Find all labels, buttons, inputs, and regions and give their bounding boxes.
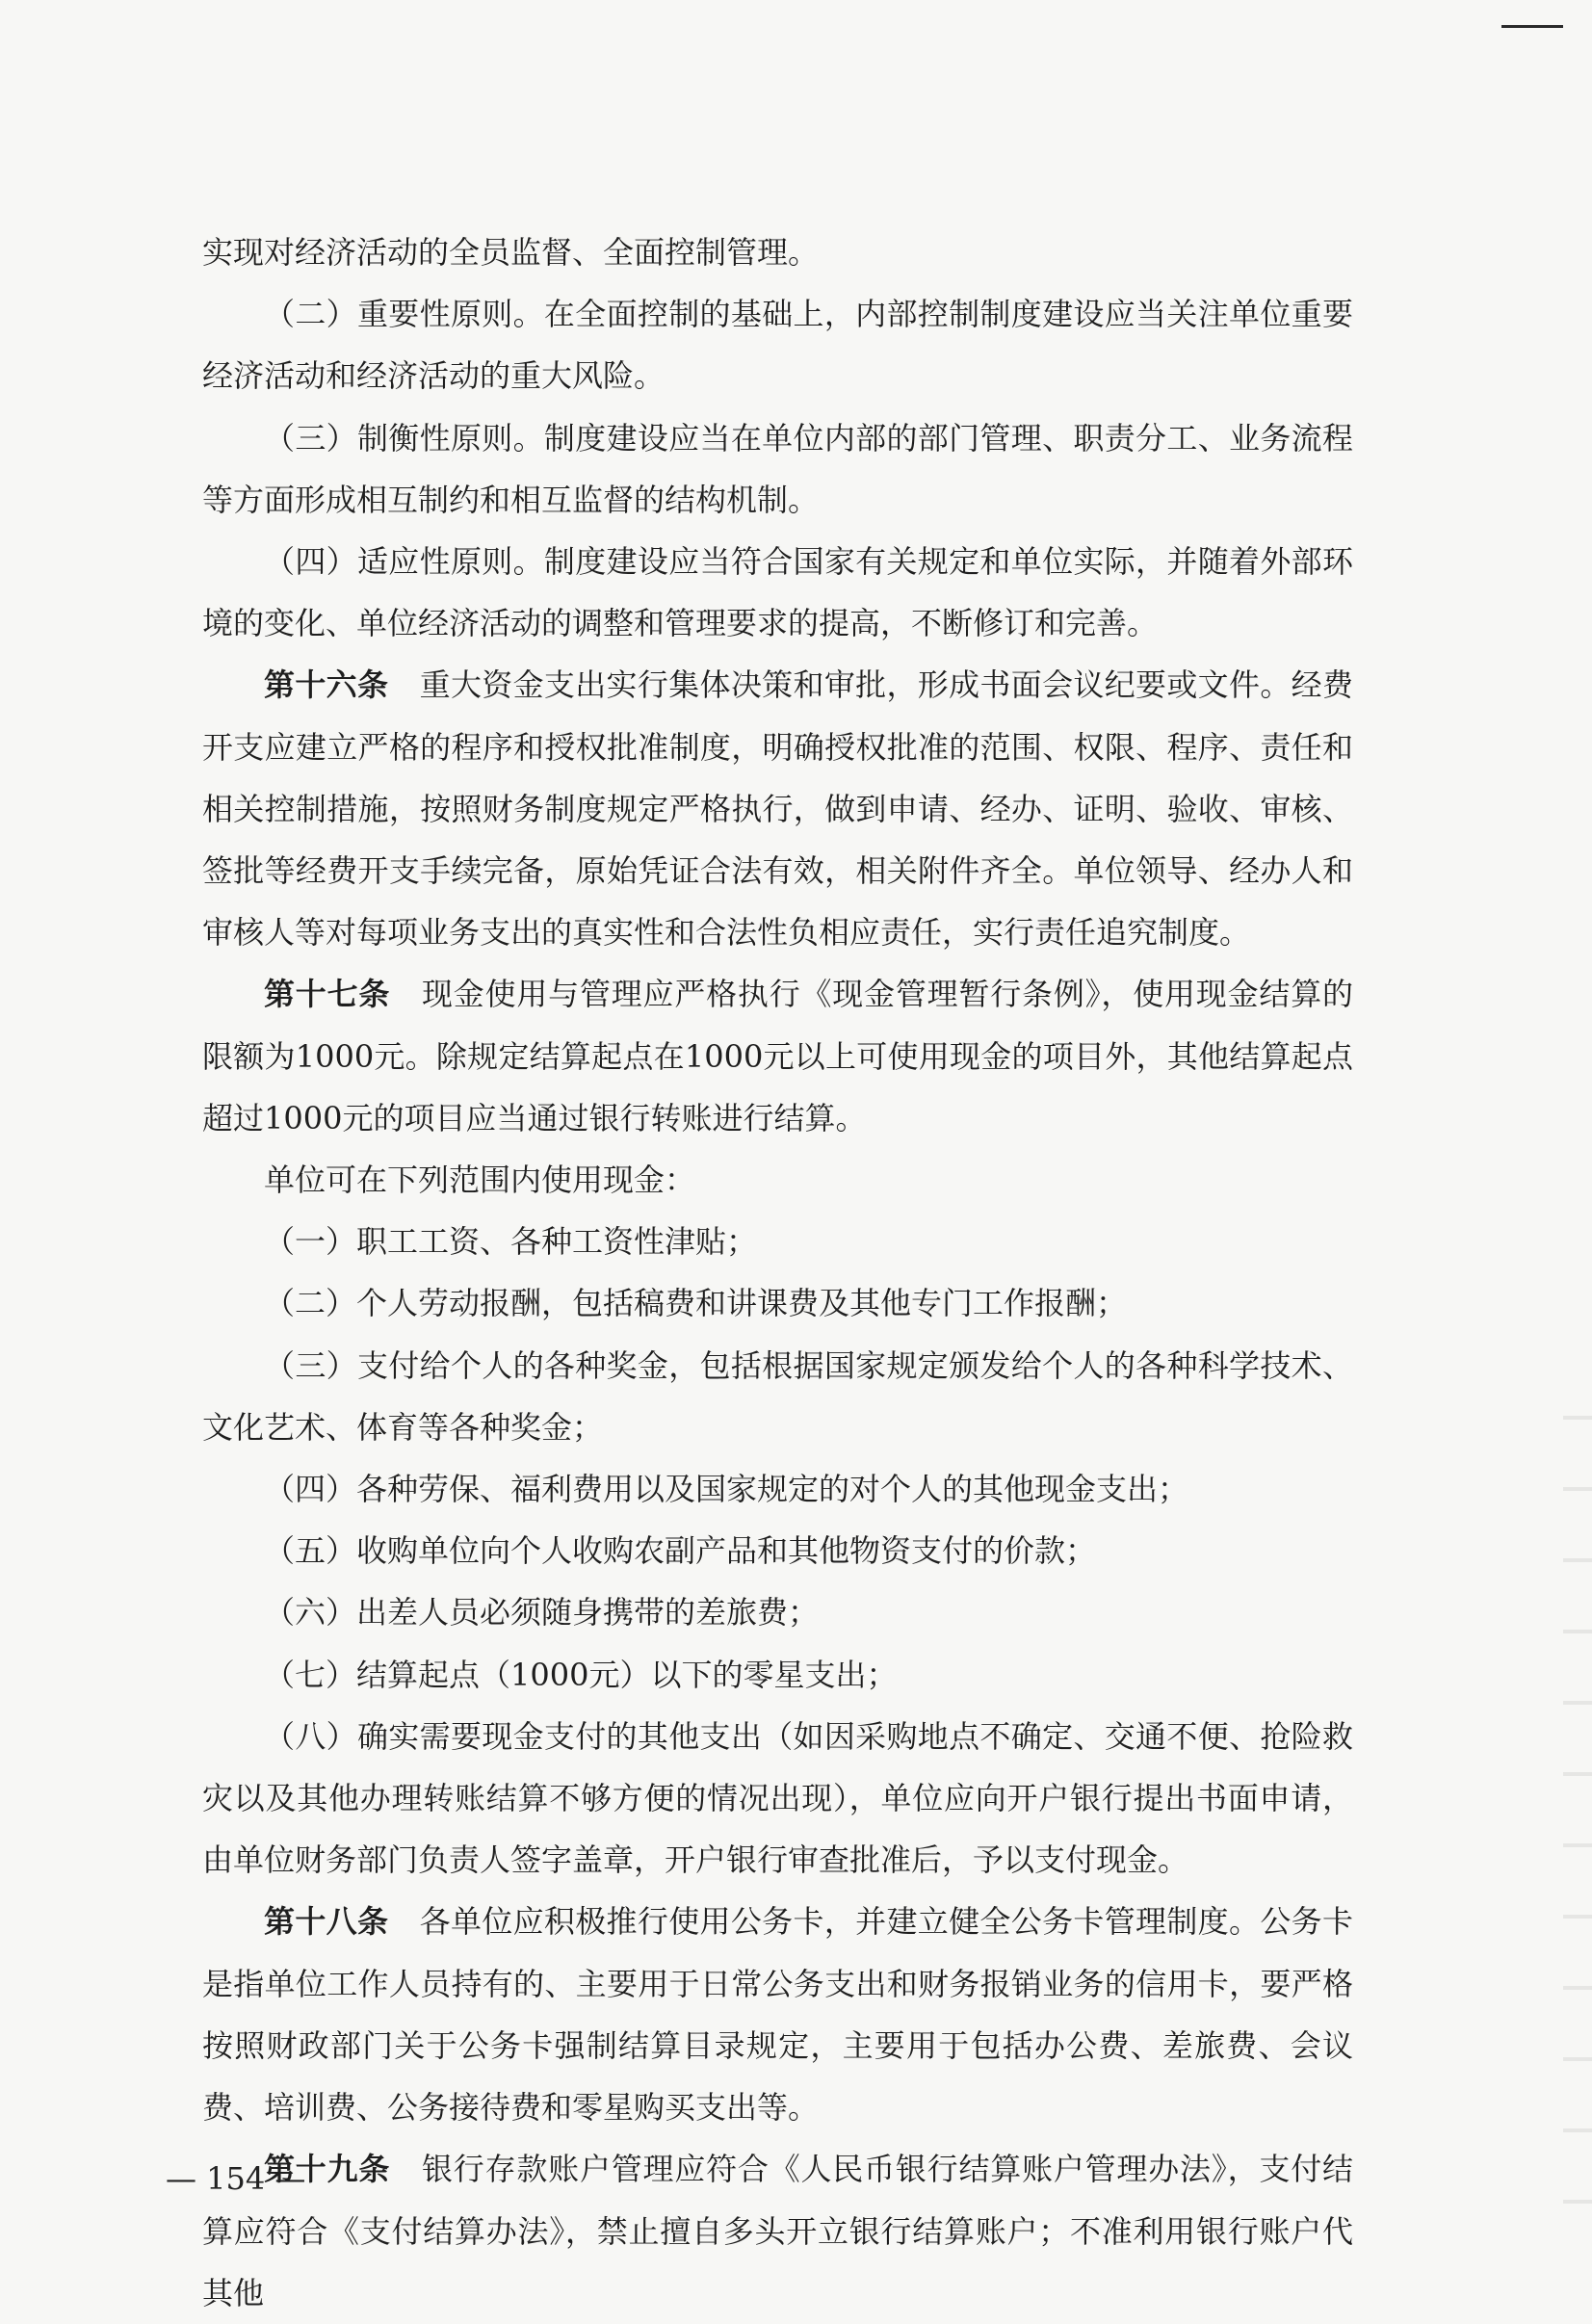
paragraph-text: （四）各种劳保、福利费用以及国家规定的对个人的其他现金支出； (264, 1471, 1189, 1508)
article-heading: 第十八条 (264, 1903, 389, 1941)
paragraph (202, 1211, 1353, 1272)
paragraph-text: 单位可在下列范围内使用现金： (264, 1162, 696, 1199)
paragraph-text: （八）确实需要现金支付的其他支出（如因采购地点不确定、交通不便、抢险救灾以及其他办理转账结算不够方便的情况出现），单位应向开户银行提出书面申请，由单位财务部门负责人签字盖章，开户银行审查批准后，予以支付现金。 (202, 1717, 1353, 1879)
paragraph (202, 222, 1353, 283)
paragraph (202, 654, 1353, 963)
article-heading: 第十九条 (264, 2151, 391, 2188)
paragraph (202, 1520, 1353, 1581)
paragraph (202, 1335, 1353, 1458)
paragraph (202, 1272, 1353, 1334)
paragraph (202, 407, 1353, 531)
paragraph (202, 1458, 1353, 1520)
paragraph-text: （二）重要性原则。在全面控制的基础上，内部控制制度建设应当关注单位重要经济活动和经济活动的重大风险。 (202, 296, 1353, 395)
paragraph-text: 实现对经济活动的全员监督、全面控制管理。 (202, 234, 820, 271)
paragraph (202, 1891, 1353, 2138)
paragraph-text: （六）出差人员必须随身携带的差旅费； (264, 1594, 820, 1632)
paragraph-text: （五）收购单位向个人收购农副产品和其他物资支付的价款； (264, 1532, 1097, 1570)
paragraph-text: （三）支付给个人的各种奖金，包括根据国家规定颁发给个人的各种科学技术、文化艺术、体育等各种奖金； (202, 1346, 1353, 1446)
paragraph-text: 现金使用与管理应严格执行《现金管理暂行条例》，使用现金结算的限额为1000元。除规定结算起点在1000元以上可使用现金的项目外，其他结算起点超过1000元的项目应当通过银行转账进行结算。 (202, 976, 1353, 1136)
paragraph (202, 963, 1353, 1149)
paragraph (202, 1581, 1353, 1643)
paragraph-text: 各单位应积极推行使用公务卡，并建立健全公务卡管理制度。公务卡是指单位工作人员持有的、主要用于日常公务支出和财务报销业务的信用卡，要严格按照财政部门关于公务卡强制结算目录规定，主要用于包括办公费、差旅费、会议费、培训费、公务接待费和零星购买支出等。 (202, 1903, 1353, 2127)
article-heading: 第十七条 (264, 976, 391, 1013)
paragraph-text: 银行存款账户管理应符合《人民币银行结算账户管理办法》，支付结算应符合《支付结算办法》，禁止擅自多头开立银行结算账户；不准利用银行账户代其他 (202, 2151, 1353, 2311)
body-text (202, 222, 1353, 2324)
paragraph (202, 1706, 1353, 1892)
paragraph (202, 531, 1353, 654)
paragraph-text: 重大资金支出实行集体决策和审批，形成书面会议纪要或文件。经费开支应建立严格的程序和授权批准制度，明确授权批准的范围、权限、程序、责任和相关控制措施，按照财务制度规定严格执行，做到申请、经办、证明、验收、审核、签批等经费开支手续完备，原始凭证合法有效，相关附件齐全。单位领导、经办人和审核人等对每项业务支出的真实性和合法性负相应责任，实行责任追究制度。 (202, 666, 1353, 952)
scan-edge-marks (1563, 1348, 1592, 2215)
paragraph-text: （三）制衡性原则。制度建设应当在单位内部的部门管理、职责分工、业务流程等方面形成相互制约和相互监督的结构机制。 (202, 419, 1353, 518)
paragraph-text: （一）职工工资、各种工资性津贴； (264, 1223, 758, 1261)
paragraph-text: （七）结算起点（1000元）以下的零星支出； (264, 1656, 898, 1693)
paragraph (202, 283, 1353, 406)
paragraph (202, 1644, 1353, 1706)
page-number: — 154 — (166, 2160, 306, 2197)
corner-rule (1501, 25, 1563, 28)
paragraph-text: （四）适应性原则。制度建设应当符合国家有关规定和单位实际，并随着外部环境的变化、单位经济活动的调整和管理要求的提高，不断修订和完善。 (202, 543, 1353, 642)
paragraph (202, 2138, 1353, 2324)
paragraph (202, 1149, 1353, 1211)
article-heading: 第十六条 (264, 666, 389, 704)
paragraph-text: （二）个人劳动报酬，包括稿费和讲课费及其他专门工作报酬； (264, 1285, 1128, 1322)
